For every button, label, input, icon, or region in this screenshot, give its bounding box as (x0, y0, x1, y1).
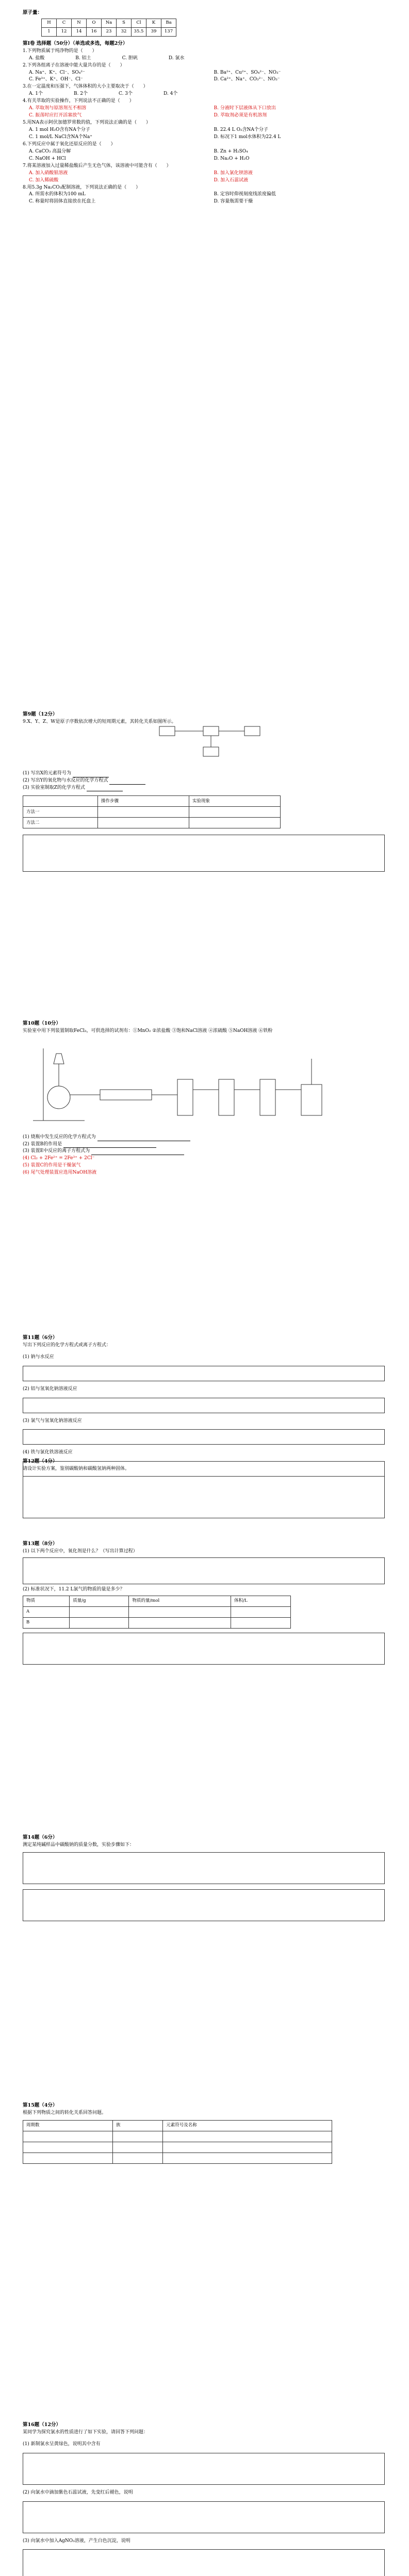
q15-table-cell[interactable] (23, 2131, 113, 2142)
q13-table-cell[interactable] (70, 1617, 129, 1628)
q16-subquestion: (2) 向氯水中滴加紫色石蕊试液，先变红后褪色，说明 (23, 2489, 133, 2495)
q12-answer-box[interactable] (23, 1476, 385, 1518)
q13-text: (1) 以下两个反应中，氧化剂是什么？（写出计算过程） (23, 1548, 138, 1554)
atomic-mass-cell: 35.5 (132, 28, 146, 37)
answer-option[interactable]: B. Zn + H₂SO₄ (214, 148, 248, 154)
question-7-options (23, 170, 399, 184)
q14-answer-box-2[interactable] (23, 1889, 385, 1921)
q9-table-row (23, 818, 281, 828)
q9-sub2 (23, 777, 399, 785)
atomic-mass-cell: 137 (161, 28, 176, 37)
q9-table-header-cell: 实验现象 (189, 796, 281, 807)
q13-table-cell[interactable] (129, 1617, 231, 1628)
q9-sub3 (23, 785, 399, 792)
answer-blank[interactable] (63, 1142, 156, 1148)
q10-answer-3: (6) 尾气处理装置应选用NaOH溶液 (23, 1170, 97, 1176)
q10-sub1-text: (1) 烧瓶中发生反应的化学方程式为 (23, 1134, 96, 1140)
q16-answer-box[interactable] (23, 2549, 385, 2576)
q10-sub2 (23, 1141, 399, 1148)
answer-option[interactable]: D. 容量瓶需要干燥 (214, 199, 253, 205)
question-12-block (23, 1458, 399, 1518)
answer-option[interactable]: A. Na⁺、K⁺、Cl⁻、SO₄²⁻ (29, 70, 85, 75)
q9-table-cell[interactable] (98, 818, 189, 828)
q15-table-cell[interactable] (23, 2142, 113, 2153)
answer-option[interactable]: D. 标况下1 mol水体积为22.4 L (214, 134, 281, 140)
q15-table-cell[interactable] (23, 2153, 113, 2163)
atomic-mass-cell: 39 (146, 28, 161, 37)
answer-option[interactable]: C. 加入稀硫酸 (29, 177, 59, 183)
q13-table-header-cell: 物质的量/mol (129, 1596, 231, 1606)
q13-table (23, 1596, 291, 1629)
answer-option[interactable]: D. Ca²⁺、Na⁺、CO₃²⁻、NO₃⁻ (214, 77, 280, 82)
element-symbol-cell: Cl (132, 19, 146, 28)
q9-sub1-text: (1) 写出X的元素符号为 (23, 770, 72, 776)
q9-table-header-cell (23, 796, 98, 807)
answer-option[interactable]: B. Ba²⁺、Cu²⁺、SO₄²⁻、NO₃⁻ (214, 70, 281, 75)
question-1: 1.下列物质属于纯净物的是（ ） (23, 48, 97, 54)
element-symbol-cell: Na (102, 19, 117, 28)
answer-option[interactable]: B. 分液时下层液体从下口放出 (214, 106, 276, 111)
q13-table-cell: A (23, 1606, 70, 1617)
q9-table-cell[interactable] (189, 818, 281, 828)
part1-heading: 第Ⅰ卷 选择题（50分）（单选或多选，每题2分） (23, 41, 128, 46)
element-symbol-cell: K (146, 19, 161, 28)
q14-text: 测定某纯碱样品中碳酸钠的质量分数，实验步骤如下： (23, 1842, 135, 1848)
q12-title: 第12题（4分） (23, 1459, 58, 1464)
atomic-mass-table (41, 19, 176, 37)
question-8-options (23, 191, 399, 206)
question-3-options (23, 91, 399, 98)
atomic-mass-cell: 1 (42, 28, 57, 37)
q13-table-row (23, 1617, 291, 1628)
q11-subquestion: (1) 钠与水反应 (23, 1354, 54, 1360)
answer-option[interactable]: D. 萃取剂必须是有机溶剂 (214, 113, 267, 118)
answer-option[interactable]: B. 2个 (73, 91, 88, 97)
q11-subquestion: (3) 氯气与氢氧化钠溶液反应 (23, 1418, 82, 1423)
q9-sub2-text: (2) 写出Y的氧化物与水反应的化学方程式 (23, 777, 108, 783)
answer-option[interactable]: D. Na₂O + H₂O (214, 156, 250, 161)
answer-blank[interactable] (91, 1149, 184, 1155)
answer-option[interactable]: C. 胆矾 (122, 55, 138, 61)
q9-table-header-cell: 操作步骤 (98, 796, 189, 807)
q10-sub2-text: (2) 装置B的作用是 (23, 1141, 62, 1147)
q10-answer-2: (5) 装置C的作用是干燥氯气 (23, 1163, 81, 1168)
part1-section (23, 40, 399, 206)
q10-title: 第10题（10分） (23, 1021, 61, 1026)
q15-table-header-cell: 周期数 (23, 2120, 113, 2131)
element-symbol-cell: N (72, 19, 87, 28)
atomic-mass-cell: 14 (72, 28, 87, 37)
question-8: 8.用5.3g Na₂CO₃配制溶液，下列说法正确的是（ ） (23, 184, 141, 190)
question-1-options (23, 55, 399, 62)
element-symbol-cell: O (87, 19, 102, 28)
question-10-block (23, 1020, 399, 1177)
answer-option[interactable]: C. NaOH + HCl (29, 156, 66, 161)
q13-table-row (23, 1606, 291, 1617)
answer-option[interactable]: B. 定容时仰视刻度线浓度偏低 (214, 192, 276, 197)
q16-subquestions (23, 2441, 399, 2576)
answer-option[interactable]: A. 1个 (29, 91, 43, 97)
question-9-block (23, 711, 399, 872)
answer-option[interactable]: A. 萃取剂与原溶剂互不相溶 (29, 106, 87, 111)
q15-table-cell[interactable] (163, 2131, 332, 2142)
q15-table-cell[interactable] (163, 2153, 332, 2163)
q13-table-cell[interactable] (129, 1606, 231, 1617)
question-16-block (23, 2421, 399, 2576)
q13-sub: (2) 标准状况下，11.2 L氯气的物质的量是多少？ (23, 1586, 125, 1592)
element-symbol-cell: Ba (161, 19, 176, 28)
q15-table-row (23, 2142, 332, 2153)
q9-table-cell: 方法一 (23, 807, 98, 818)
question-2-options (23, 70, 399, 84)
answer-option[interactable]: B. 加入氯化钡溶液 (214, 170, 253, 176)
q13-table-cell[interactable] (231, 1617, 291, 1628)
q10-sub3 (23, 1148, 399, 1155)
question-4-options (23, 105, 399, 120)
q10-text: 实验室中用下列装置制取FeCl₃，可供选择的试剂有：①MnO₂ ②浓盐酸 ③饱和NaCl溶液 ④浓硫酸 ⑤NaOH溶液 ⑥铁粉 (23, 1028, 273, 1033)
question-4: 4.有关萃取的实验操作，下列说法不正确的是（ ） (23, 98, 134, 104)
q15-table-cell[interactable] (113, 2142, 163, 2153)
answer-option[interactable]: A. CaCO₃ 高温分解 (29, 148, 71, 154)
answer-option[interactable]: A. 盐酸 (29, 55, 45, 61)
q10-apparatus-diagram (23, 1038, 384, 1131)
q9-sub3-text: (3) 实验室制取Z的化学方程式 (23, 785, 85, 790)
answer-option[interactable]: B. 铝土 (75, 55, 91, 61)
q15-table-cell[interactable] (113, 2131, 163, 2142)
answer-option[interactable]: D. 氯水 (168, 55, 185, 61)
q9-table-cell[interactable] (189, 807, 281, 818)
answer-option[interactable]: C. Fe³⁺、K⁺、OH⁻、Cl⁻ (29, 77, 83, 82)
q12-text: 请设计实验方案，鉴别碳酸钠和碳酸氢钠两种固体。 (23, 1466, 130, 1471)
question-3: 3.在一定温度和压强下，气体体积的大小主要取决于（ ） (23, 84, 148, 90)
answer-blank[interactable] (109, 779, 145, 785)
question-5-options (23, 127, 399, 141)
q13-table-header-cell: 体积/L (231, 1596, 291, 1606)
q16-answer-box[interactable] (23, 2501, 385, 2533)
q16-answer-box[interactable] (23, 2453, 385, 2485)
answer-option[interactable]: B. 22.4 L O₂含NA个分子 (214, 127, 268, 133)
question-15-block (23, 2102, 399, 2164)
question-13-block (23, 1540, 399, 1665)
q15-table-cell[interactable] (113, 2153, 163, 2163)
page-header: 原子量： (23, 10, 43, 15)
answer-blank[interactable] (73, 772, 109, 777)
q10-sub3-text: (3) 装置E中反应的离子方程式为 (23, 1148, 90, 1154)
q9-flow-diagram (157, 721, 270, 762)
answer-blank[interactable] (87, 786, 123, 791)
q11-answer-box[interactable] (23, 1366, 385, 1381)
q16-subquestion: (3) 向氯水中加入AgNO₃溶液，产生白色沉淀，说明 (23, 2538, 130, 2544)
q13-title: 第13题（8分） (23, 1541, 58, 1547)
element-symbol-cell: S (117, 19, 132, 28)
atomic-mass-cell: 16 (87, 28, 102, 37)
question-5: 5.用NA表示阿伏加德罗常数的值，下列说法正确的是（ ） (23, 120, 151, 126)
q15-table-header-cell: 族 (113, 2120, 163, 2131)
answer-option[interactable]: C. 3个 (119, 91, 133, 97)
answer-option[interactable]: A. 1 mol H₂O含有NA个分子 (29, 127, 90, 133)
q14-title: 第14题（6分） (23, 1835, 58, 1840)
question-6-options (23, 148, 399, 163)
q11-text: 写出下列反应的化学方程式或离子方程式： (23, 1342, 111, 1348)
q9-answer-box[interactable] (23, 835, 385, 872)
q13-answer-box-2[interactable] (23, 1633, 385, 1665)
q16-text: 某同学为探究氯水的性质进行了如下实验，请回答下列问题： (23, 2429, 149, 2435)
answer-option[interactable]: A. 所需水的体积为100 mL (29, 192, 86, 197)
q15-text: 根据下列物质之间的转化关系回答问题。 (23, 2110, 107, 2115)
q9-table-cell[interactable] (98, 807, 189, 818)
answer-option[interactable]: D. 4个 (163, 91, 178, 97)
q13-answer-box-1[interactable] (23, 1557, 385, 1584)
q15-title: 第15题（4分） (23, 2103, 58, 2108)
q14-answer-box-1[interactable] (23, 1852, 385, 1884)
element-symbol-cell: H (42, 19, 57, 28)
answer-blank[interactable] (97, 1136, 190, 1141)
q11-subquestion: (4) 铁与氯化铁溶液反应 (23, 1450, 73, 1455)
question-7: 7.将某溶液加入过量稀盐酸后产生无色气体，该溶液中可能含有（ ） (23, 163, 171, 168)
q13-table-header-cell: 物质 (23, 1596, 70, 1606)
q11-title: 第11题（6分） (23, 1335, 58, 1341)
q13-table-cell[interactable] (70, 1606, 129, 1617)
atomic-mass-cell: 23 (102, 28, 117, 37)
q9-title: 第9题（12分） (23, 711, 58, 717)
q15-table-row (23, 2131, 332, 2142)
q16-subquestion: (1) 新制氯水呈黄绿色，说明其中含有 (23, 2441, 101, 2447)
q11-subquestion: (2) 铝与氢氧化钠溶液反应 (23, 1386, 77, 1392)
question-6: 6.下列反应中属于氧化还原反应的是（ ） (23, 141, 116, 147)
q16-title: 第16题（12分） (23, 2422, 61, 2428)
q9-table (23, 795, 281, 828)
q9-table-row (23, 807, 281, 818)
answer-option[interactable]: C. 振荡时应打开活塞放气 (29, 113, 82, 118)
q11-answer-box[interactable] (23, 1429, 385, 1445)
q15-table-header-cell: 元素符号及名称 (163, 2120, 332, 2131)
element-symbol-cell: C (57, 19, 72, 28)
q9-text: 9.X、Y、Z、W是原子序数依次增大的短周期元素，其转化关系如图所示。 (23, 719, 176, 724)
header-title: 原子量 (23, 10, 38, 15)
q10-sub1 (23, 1134, 399, 1141)
q15-table-cell[interactable] (163, 2142, 332, 2153)
q15-table (23, 2120, 332, 2164)
q13-table-header-cell: 质量/g (70, 1596, 129, 1606)
q9-table-cell: 方法二 (23, 818, 98, 828)
answer-option[interactable]: A. 加入硝酸银溶液 (29, 170, 68, 176)
q13-table-cell: B (23, 1617, 70, 1628)
answer-option[interactable]: D. 加入石蕊试液 (214, 177, 249, 183)
answer-option[interactable]: C. 1 mol/L NaCl含NA个Na⁺ (29, 134, 92, 140)
q9-sub1 (23, 770, 399, 777)
q15-table-row (23, 2153, 332, 2163)
answer-option[interactable]: C. 称量时将固体直接放在托盘上 (29, 199, 96, 205)
q13-table-cell[interactable] (231, 1606, 291, 1617)
question-2: 2.下列各组离子在溶液中能大量共存的是（ ） (23, 62, 125, 68)
atomic-mass-cell: 12 (57, 28, 72, 37)
question-14-block (23, 1834, 399, 1921)
atomic-mass-cell: 32 (117, 28, 132, 37)
q11-answer-box[interactable] (23, 1398, 385, 1413)
q10-answer-1: (4) Cl₂ + 2Fe²⁺ = 2Fe³⁺ + 2Cl⁻ (23, 1156, 95, 1161)
